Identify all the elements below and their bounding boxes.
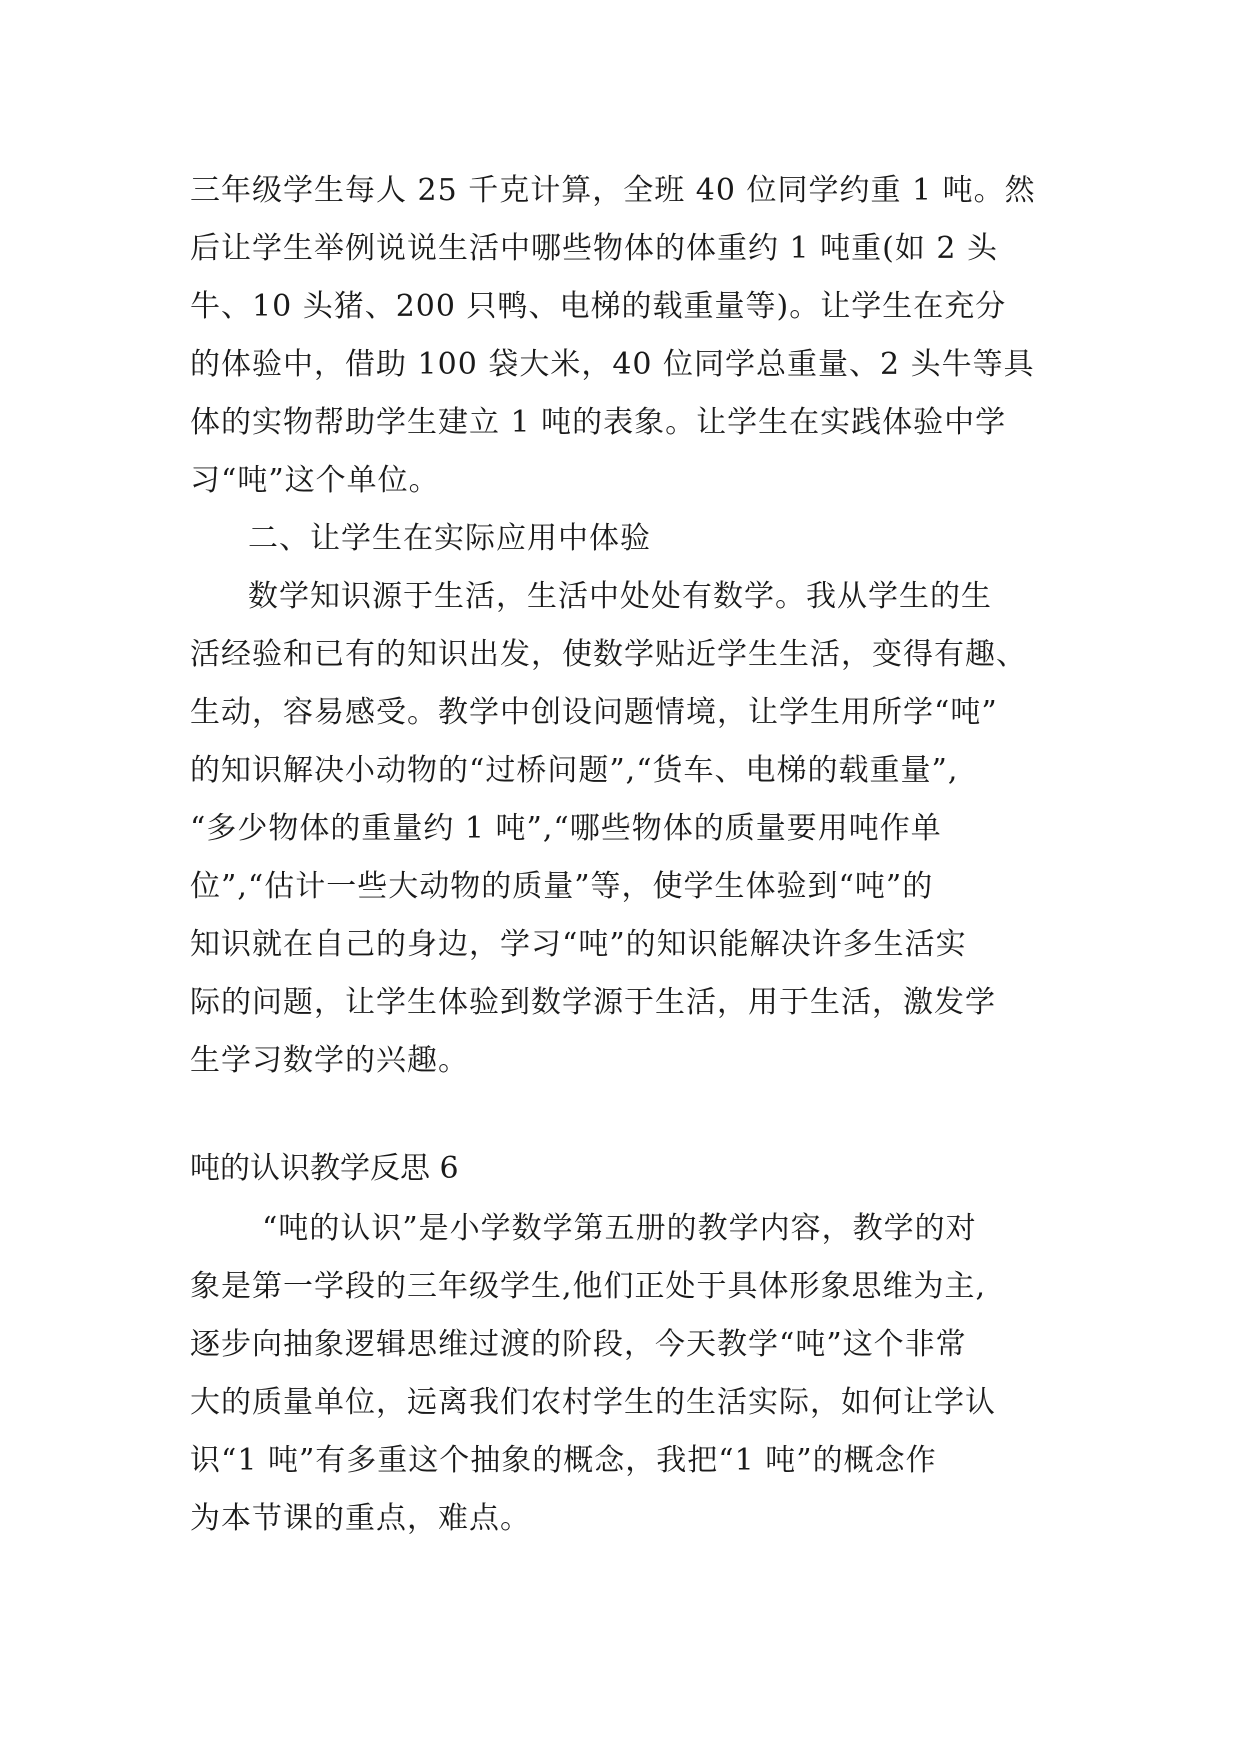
text-line: 后让学生举例说说生活中哪些物体的体重约 1 吨重(如 2 头 xyxy=(190,231,999,266)
text-line: 知识就在自己的身边，学习“吨”的知识能解决许多生活实 xyxy=(190,927,967,962)
text-line: 位”,“估计一些大动物的质量”等，使学生体验到“吨”的 xyxy=(190,869,934,904)
text-line: 活经验和已有的知识出发，使数学贴近学生生活，变得有趣、 xyxy=(190,637,1027,672)
text-line: 数学知识源于生活，生活中处处有数学。我从学生的生 xyxy=(248,579,992,614)
text-line: 识“1 吨”有多重这个抽象的概念，我把“1 吨”的概念作 xyxy=(190,1443,937,1478)
text-line: 大的质量单位，远离我们农村学生的生活实际，如何让学认 xyxy=(190,1385,996,1420)
text-line: 牛、10 头猪、200 只鸭、电梯的载重量等)。让学生在充分 xyxy=(190,289,1007,324)
text-line: 象是第一学段的三年级学生,他们正处于具体形象思维为主, xyxy=(190,1269,987,1304)
section-1 xyxy=(190,162,1060,1090)
text-line: 体的实物帮助学生建立 1 吨的表象。让学生在实践体验中学 xyxy=(190,405,1007,440)
text-line: 三年级学生每人 25 千克计算，全班 40 位同学约重 1 吨。然 xyxy=(190,173,1036,208)
text-line: “吨的认识”是小学数学第五册的教学内容，教学的对 xyxy=(262,1211,977,1246)
text-line: 际的问题，让学生体验到数学源于生活，用于生活，激发学 xyxy=(190,985,996,1020)
section-subheading: 二、让学生在实际应用中体验 xyxy=(248,521,651,556)
text-line: 逐步向抽象逻辑思维过渡的阶段，今天教学“吨”这个非常 xyxy=(190,1327,967,1362)
text-line: 的体验中，借助 100 袋大米，40 位同学总重量、2 头牛等具 xyxy=(190,347,1035,382)
text-line: 生动，容易感受。教学中创设问题情境，让学生用所学“吨” xyxy=(190,695,998,730)
text-line: 习“吨”这个单位。 xyxy=(190,463,440,498)
section-2 xyxy=(190,1200,1060,1548)
section-title: 吨的认识教学反思 6 xyxy=(190,1151,459,1186)
text-line: “多少物体的重量约 1 吨”,“哪些物体的质量要用吨作单 xyxy=(190,811,942,846)
text-line: 为本节课的重点，难点。 xyxy=(190,1501,531,1536)
text-line: 生学习数学的兴趣。 xyxy=(190,1043,469,1078)
text-line: 的知识解决小动物的“过桥问题”,“货车、电梯的载重量”, xyxy=(190,753,959,788)
